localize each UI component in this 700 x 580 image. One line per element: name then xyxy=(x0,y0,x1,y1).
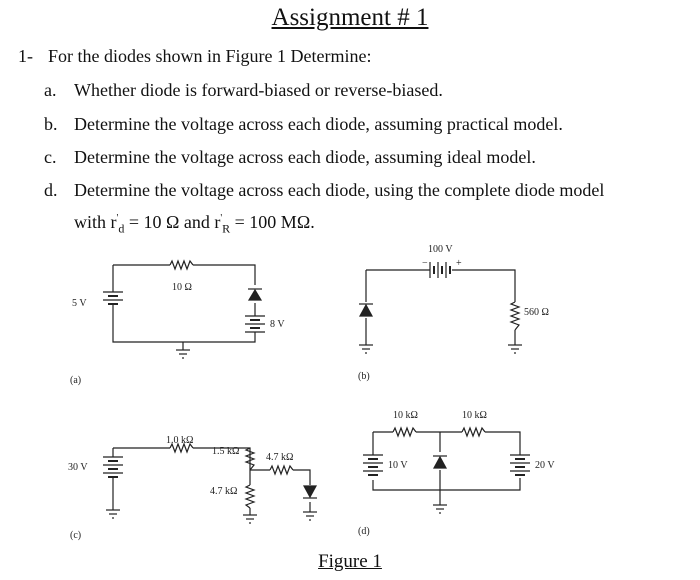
circuit-label: (b) xyxy=(358,371,370,382)
circuit-label: (c) xyxy=(70,530,82,541)
resistor-label: 4.7 kΩ xyxy=(266,452,294,463)
question-text: For the diodes shown in Figure 1 Determine: xyxy=(48,46,372,66)
minus-sign: − xyxy=(422,258,428,269)
source-label: 10 V xyxy=(388,460,408,471)
battery-icon xyxy=(103,457,123,477)
ground-icon xyxy=(433,505,447,513)
resistor-label: 10 kΩ xyxy=(462,410,487,421)
circuit-b xyxy=(359,262,522,353)
resistor-label: 560 Ω xyxy=(524,307,549,318)
item-letter: d. xyxy=(44,180,58,200)
cont-suffix: = 100 MΩ. xyxy=(230,212,315,232)
resistor-icon xyxy=(170,261,193,269)
diode-icon xyxy=(248,289,262,300)
plus-sign: + xyxy=(456,258,462,269)
cont-sub-r: R xyxy=(222,221,231,236)
circuit-label: (d) xyxy=(358,526,370,537)
resistor-icon xyxy=(246,485,254,508)
source-label: 20 V xyxy=(535,460,555,471)
resistor-label: 10 kΩ xyxy=(393,410,418,421)
resistor-label: 1.0 kΩ xyxy=(166,435,194,446)
item-text: Determine the voltage across each diode, using the complete diode model xyxy=(74,180,605,200)
item-letter: b. xyxy=(44,114,58,134)
resistor-icon xyxy=(270,466,293,474)
battery-icon xyxy=(430,262,450,278)
diode-icon xyxy=(433,456,447,468)
diode-icon xyxy=(359,304,373,316)
source-label: 8 V xyxy=(270,319,285,330)
resistor-label: 1.5 kΩ xyxy=(212,446,240,457)
source-label: 100 V xyxy=(428,244,453,255)
diode-icon xyxy=(303,486,317,498)
battery-icon xyxy=(103,292,123,304)
figure-caption: Figure 1 xyxy=(318,551,382,572)
resistor-icon xyxy=(393,428,416,436)
ground-icon xyxy=(106,510,120,518)
item-text: Determine the voltage across each diode, assuming practical model. xyxy=(74,114,563,134)
item-text: Whether diode is forward-biased or reverse-biased. xyxy=(74,80,443,100)
item-letter: c. xyxy=(44,147,57,167)
item-text: Determine the voltage across each diode, assuming ideal model. xyxy=(74,147,536,167)
source-label: 30 V xyxy=(68,462,88,473)
ground-icon xyxy=(508,345,522,353)
resistor-icon xyxy=(511,302,519,330)
cont-mid: = 10 Ω and r xyxy=(124,212,221,232)
source-label: 5 V xyxy=(72,298,87,309)
battery-icon xyxy=(245,316,265,332)
battery-icon xyxy=(363,455,383,475)
resistor-icon xyxy=(462,428,485,436)
cont-prefix: with r xyxy=(74,212,117,232)
ground-icon xyxy=(176,350,190,358)
battery-icon xyxy=(510,455,530,475)
question-number: 1- xyxy=(18,46,33,66)
circuit-a xyxy=(103,261,265,358)
resistor-label: 4.7 kΩ xyxy=(210,486,238,497)
item-d-continuation: with $r'_d = 10$ Ω and $r'_R = 100$ MΩ. xyxy=(74,212,315,236)
resistor-label: 10 Ω xyxy=(172,282,192,293)
circuit-label: (a) xyxy=(70,375,82,386)
item-letter: a. xyxy=(44,80,57,100)
ground-icon xyxy=(303,512,317,520)
cont-sub-d: d xyxy=(118,221,125,236)
ground-icon xyxy=(243,515,257,523)
ground-icon xyxy=(359,345,373,353)
page-title: Assignment # 1 xyxy=(271,4,429,31)
